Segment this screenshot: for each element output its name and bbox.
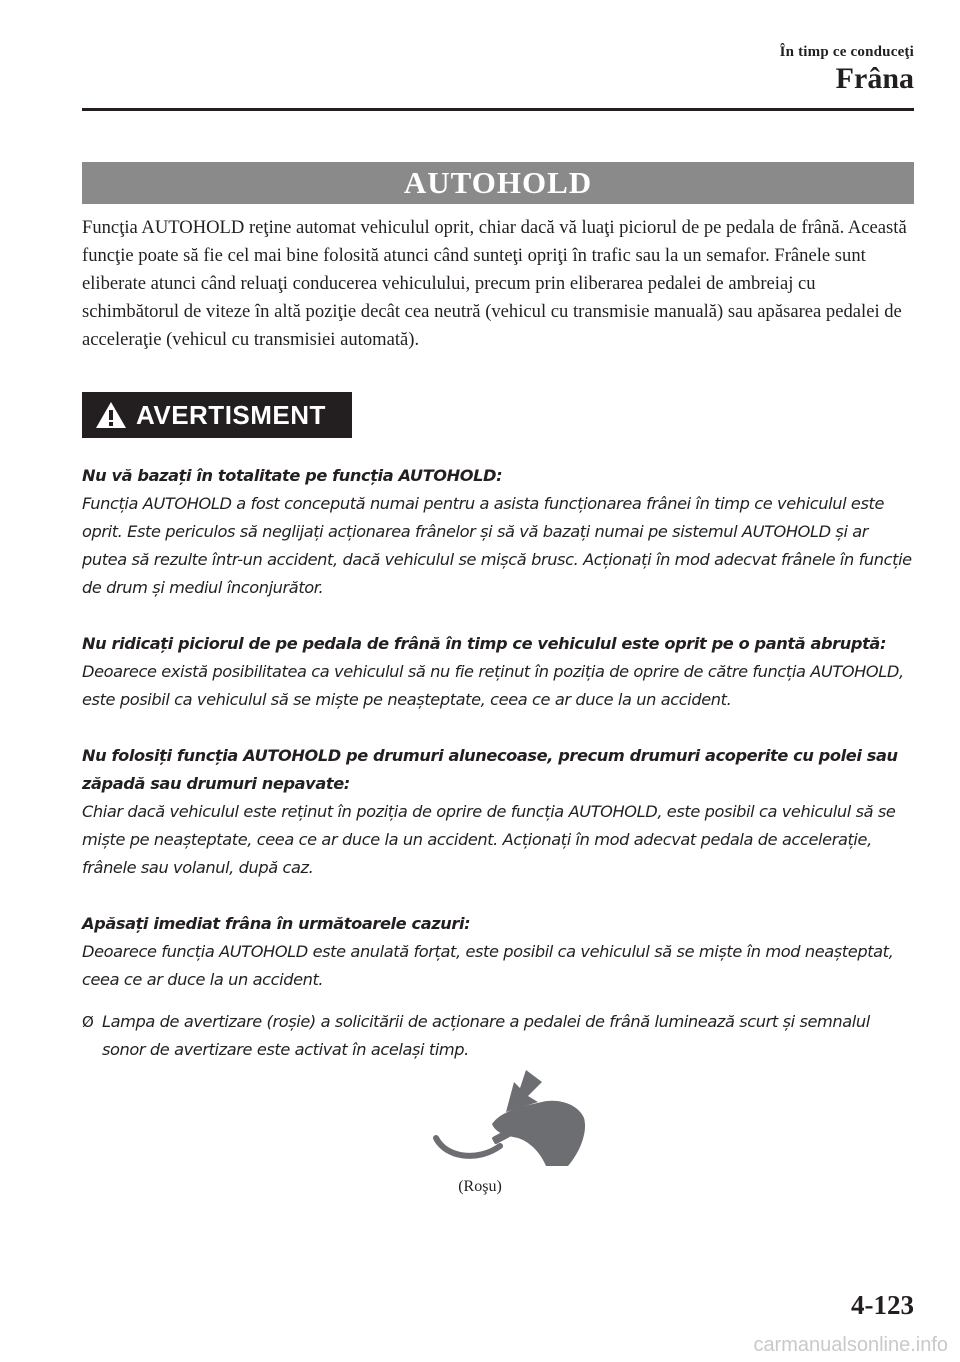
warning-item-body: Chiar dacă vehiculul este reținut în poziția de oprire de funcția AUTOHOLD, este posibil ca vehiculul să se miște pe neașteptate, ceea ce ar duce la un accident. Acționați în mod adecvat pedala de accelerație, frânele sau volanul, după caz. [82, 802, 896, 877]
warning-triangle-icon [94, 400, 128, 430]
warning-item [82, 910, 916, 994]
watermark: carmanualsonline.info [753, 1334, 948, 1356]
warning-list [82, 462, 916, 1064]
warning-bullet-text: Lampa de avertizare (roșie) a solicitării de acționare a pedalei de frână luminează scurt și semnalul sonor de avertizare este activat în același timp. [102, 1012, 870, 1059]
warning-label: AVERTISMENT [136, 399, 326, 430]
warning-item-body: Deoarece funcția AUTOHOLD este anulată forțat, este posibil ca vehiculul să se miște în mod neașteptat, ceea ce ar duce la un accident. [82, 942, 894, 989]
section-title: AUTOHOLD [403, 165, 593, 200]
header-rule [82, 108, 914, 111]
intro-paragraph: Funcţia AUTOHOLD reţine automat vehiculul oprit, chiar dacă vă luaţi piciorul de pe pedala de frână. Această funcţie poate să fie cel mai bine folosită atunci când sunteţi opriţi în trafic sau la un semafor. Frânele sunt eliberate atunci când reluaţi conducerea vehiculului, precum prin eliberarea pedalei de ambreiaj cu schimbătorul de viteze în altă poziţie decât cea neutră (vehicul cu transmisie manuală) sau apăsarea pedalei de acceleraţie (vehicul cu transmisiei automată). [82, 217, 907, 350]
header-section: În timp ce conduceţi [779, 44, 914, 60]
illustration-caption: (Roşu) [458, 1178, 502, 1195]
warning-item-head: Nu folosiți funcția AUTOHOLD pe drumuri alunecoase, precum drumuri acoperite cu polei sau zăpadă sau drumuri nepavate: [82, 746, 898, 793]
header-title: Frâna [835, 62, 914, 95]
section-title-bar [82, 162, 914, 204]
page-number: 4-123 [851, 1290, 914, 1320]
warning-item [82, 630, 916, 714]
warning-item-head: Nu vă bazați în totalitate pe funcția AUTOHOLD: [82, 466, 503, 485]
warning-item [82, 462, 916, 602]
warning-bullet [82, 1008, 916, 1064]
warning-item-body: Deoarece există posibilitatea ca vehiculul să nu fie reținut în poziția de oprire de către funcția AUTOHOLD, este posibil ca vehiculul să se miște pe neașteptate, ceea ce ar duce la un accident. [82, 662, 904, 709]
bullet-arrow-icon: Ø [82, 1013, 94, 1031]
warning-box [82, 392, 352, 438]
warning-item-head: Apăsați imediat frâna în următoarele cazuri: [82, 914, 471, 933]
brake-pedal-warning-icon [428, 1066, 588, 1170]
warning-item-body: Funcția AUTOHOLD a fost concepută numai pentru a asista funcționarea frânei în timp ce vehiculul este oprit. Este periculos să neglijați acționarea frânelor și să vă bazați numai pe sistemul AUTOHOLD și ar putea să rezulte într-un accident, dacă vehiculul se mișcă brusc. Acționați în mod adecvat frânele în funcție de drum și mediul înconjurător. [82, 494, 912, 597]
warning-item-head: Nu ridicați piciorul de pe pedala de frână în timp ce vehiculul este oprit pe o pantă abruptă: [82, 634, 887, 653]
warning-item [82, 742, 916, 882]
